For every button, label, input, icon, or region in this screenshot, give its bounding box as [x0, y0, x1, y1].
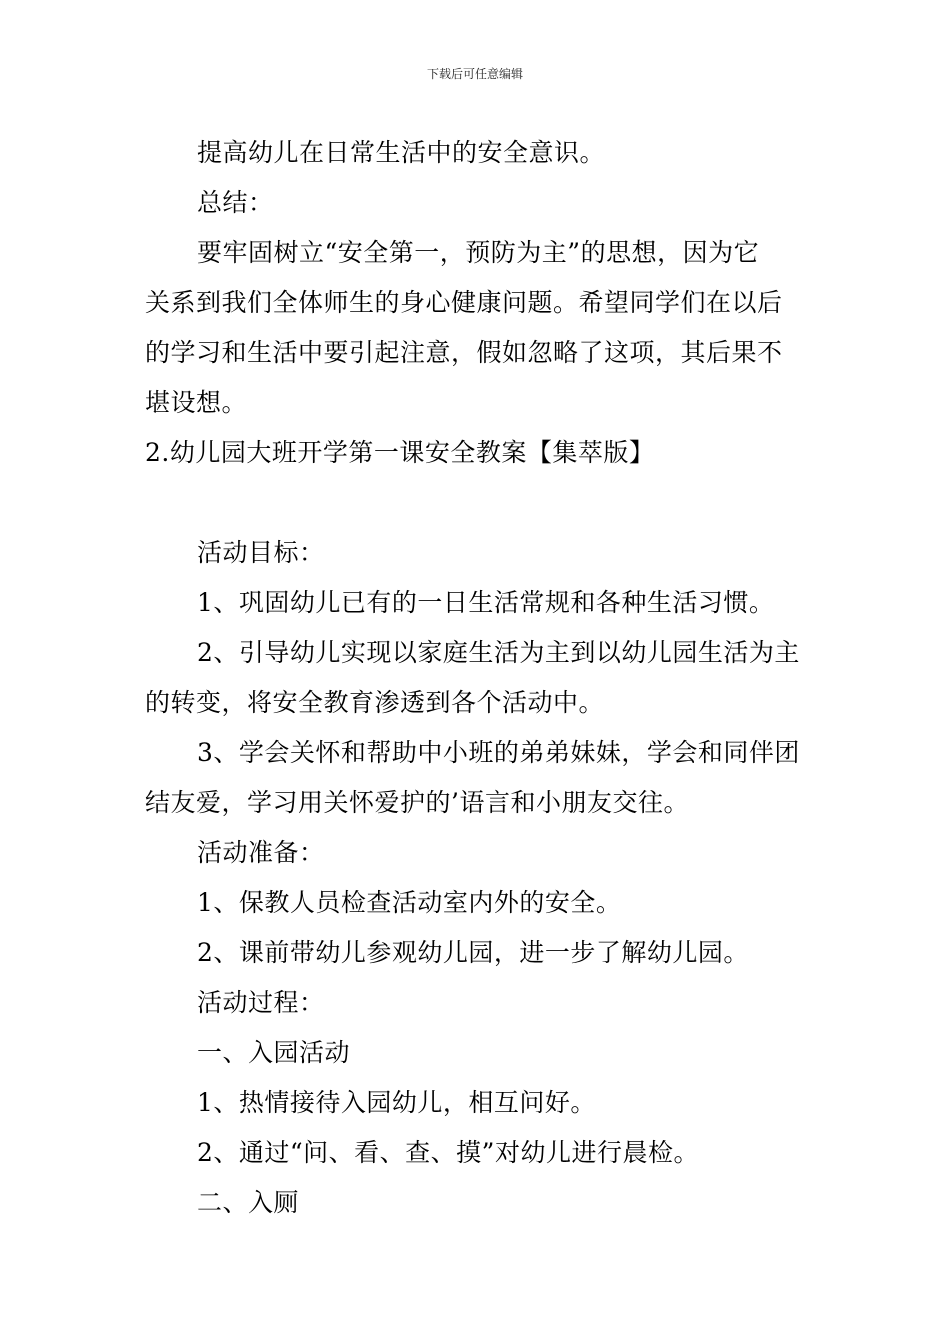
list-item: 2、引导幼儿实现以家庭生活为主到以幼儿园生活为主 [197, 638, 800, 667]
page-header-note: 下载后可任意编辑 [426, 67, 523, 81]
section-title: 2.幼儿园大班开学第一课安全教案【集萃版】 [145, 438, 655, 467]
paragraph-line: 提高幼儿在日常生活中的安全意识。 [197, 138, 606, 167]
paragraph-line: 堪设想。 [145, 388, 248, 417]
list-item: 1、巩固幼儿已有的一日生活常规和各种生活习惯。 [197, 588, 775, 617]
list-item: 2、课前带幼儿参观幼儿园，进一步了解幼儿园。 [197, 938, 749, 967]
paragraph-line: 要牢固树立“安全第一，预防为主”的思想，因为它 [197, 238, 760, 267]
list-item: 1、保教人员检查活动室内外的安全。 [197, 888, 622, 917]
list-item: 3、学会关怀和帮助中小班的弟弟妹妹，学会和同伴团 [197, 738, 800, 767]
list-item: 2、通过“问、看、查、摸”对幼儿进行晨检。 [197, 1138, 699, 1167]
activity-preparation-heading: 活动准备： [197, 838, 325, 867]
document-body [145, 128, 810, 1228]
summary-heading: 总结： [197, 188, 274, 217]
subsection-heading: 二、入厕 [197, 1188, 300, 1217]
blank-line [145, 478, 810, 528]
list-item-continuation: 的转变，将安全教育渗透到各个活动中。 [145, 688, 605, 717]
subsection-heading: 一、入园活动 [197, 1038, 351, 1067]
list-item: 1、热情接待入园幼儿，相互问好。 [197, 1088, 596, 1117]
activity-goals-heading: 活动目标： [197, 538, 325, 567]
paragraph-line: 关系到我们全体师生的身心健康问题。希望同学们在以后 [145, 288, 783, 317]
activity-process-heading: 活动过程： [197, 988, 325, 1017]
list-item-continuation: 结友爱，学习用关怀爱护的’语言和小朋友交往。 [145, 788, 689, 817]
paragraph-line: 的学习和生活中要引起注意，假如忽略了这项，其后果不 [145, 338, 783, 367]
